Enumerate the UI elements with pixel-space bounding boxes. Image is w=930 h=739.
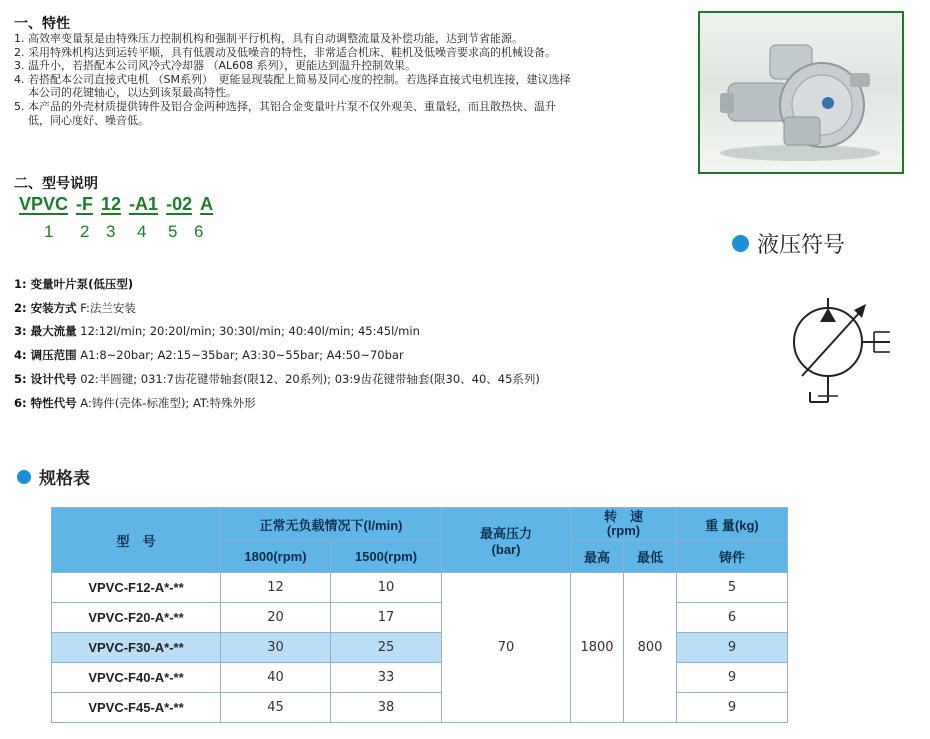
model-code-number: 5 (168, 222, 178, 241)
bullet-dot-icon (17, 470, 31, 484)
feature-text: 若搭配本公司直接式电机 （SM系列） 更能显现装配上简易及同心度的控制。若选择直接式电机连接，建议选择本公司的花键轴心，以达到该泵最高特性。 (28, 72, 571, 100)
feature-num: 3. (14, 59, 25, 73)
model-desc-key: 1: 变量叶片泵(低压型) (14, 277, 134, 291)
feature-text: 温升小，若搭配本公司风冷式冷却器 （AL608 系列），更能达到温升控制效果。 (28, 59, 417, 73)
feature-item (14, 100, 574, 127)
feature-num: 5. (14, 99, 25, 113)
model-desc-row (14, 276, 133, 292)
model-code-numbers (44, 222, 214, 242)
model-code-number: 6 (194, 222, 204, 241)
table-row (52, 573, 788, 603)
model-desc-value: 12:12l/min; 20:20l/min; 30:30l/min; 40:40l/min; 45:45l/min (80, 324, 420, 338)
product-photo (698, 11, 904, 174)
feature-text: 高效率变量泵是由特殊压力控制机构和强制平行机构，具有自动调整流量及补偿功能，达到节省能源。 (28, 32, 523, 45)
model-desc-value: A:铸件(壳体-标准型); AT:特殊外形 (80, 396, 256, 410)
hydraulic-title (732, 228, 845, 259)
pump-illustration (700, 13, 902, 172)
feature-item (14, 59, 574, 73)
feature-num: 4. (14, 72, 25, 86)
header-flow: 正常无负载情况下(l/min) (221, 508, 442, 541)
model-code-number: 3 (106, 222, 116, 241)
header-pressure: 最高压力 (bar) (442, 508, 571, 573)
model-code-number: 1 (44, 222, 54, 241)
model-desc-row (14, 395, 256, 411)
cell-speed-min: 800 (624, 573, 677, 723)
model-desc-key: 4: 调压范围 (14, 348, 77, 362)
cell-model: VPVC-F12-A*-** (52, 573, 221, 603)
cell-pressure: 70 (442, 573, 571, 723)
feature-text: 采用特殊机构达到运转平顺，具有低震动及低噪音的特性，非常适合机床、鞋机及低噪音要求高的机械设备。 (28, 45, 556, 59)
table-row-highlighted (52, 633, 788, 663)
header-model: 型 号 (52, 508, 221, 573)
features-title: 一、特性 (14, 16, 70, 32)
cell-flow-1500: 17 (331, 603, 442, 633)
spec-title-text: 规格表 (39, 469, 90, 489)
spec-table (51, 507, 788, 723)
cell-speed-max: 1800 (571, 573, 624, 723)
model-desc-row (14, 300, 136, 316)
model-code-part: -A1 (129, 194, 159, 214)
model-code-part: -02 (166, 194, 193, 214)
feature-item (14, 73, 574, 100)
feature-text: 本产品的外壳材质提供铸件及铝合金两种选择，其铝合金变量叶片泵不仅外观美、重量轻，而且散热快、温升低，同心度好、噪音低。 (28, 99, 556, 127)
feature-num: 1. (14, 32, 25, 45)
cell-model: VPVC-F40-A*-** (52, 663, 221, 693)
model-desc-row (14, 323, 420, 339)
cell-flow-1800: 40 (221, 663, 331, 693)
header-rpm1800: 1800(rpm) (221, 541, 331, 573)
model-desc-key: 3: 最大流量 (14, 324, 77, 338)
feature-item (14, 32, 574, 46)
model-title: 二、型号说明 (14, 176, 98, 192)
cell-weight: 9 (677, 633, 788, 663)
model-desc-value: 02:半圆键; 031:7齿花键带轴套(限12、20系列); 03:9齿花键带轴套(限30、40、45系列) (80, 372, 540, 386)
feature-item (14, 46, 574, 60)
table-row (52, 693, 788, 723)
cell-weight: 9 (677, 693, 788, 723)
model-desc-key: 2: 安装方式 (14, 301, 77, 315)
header-weight: 重 量(kg) (677, 508, 788, 541)
model-code-part: 12 (101, 194, 122, 214)
cell-model: VPVC-F45-A*-** (52, 693, 221, 723)
model-code (19, 194, 213, 215)
header-speed: 转 速 (rpm) (571, 508, 677, 541)
header-casting: 铸件 (677, 541, 788, 573)
hydraulic-title-text: 液压符号 (757, 233, 846, 258)
model-desc-value: F:法兰安装 (80, 301, 136, 315)
table-row (52, 663, 788, 693)
features-list (14, 32, 574, 127)
cell-flow-1500: 10 (331, 573, 442, 603)
model-desc-row (14, 371, 540, 387)
cell-model: VPVC-F30-A*-** (52, 633, 221, 663)
model-desc-key: 6: 特性代号 (14, 396, 77, 410)
model-code-part: -F (76, 194, 94, 214)
model-code-part: VPVC (19, 194, 69, 214)
table-header-row (52, 508, 788, 541)
header-speed-max: 最高 (571, 541, 624, 573)
model-code-number: 4 (137, 222, 147, 241)
cell-weight: 6 (677, 603, 788, 633)
cell-flow-1800: 20 (221, 603, 331, 633)
spec-title (17, 464, 90, 489)
hydraulic-symbol-icon (780, 292, 900, 410)
header-rpm1500: 1500(rpm) (331, 541, 442, 573)
model-code-part: A (200, 194, 214, 214)
model-desc-row (14, 347, 404, 363)
model-desc-value: A1:8~20bar; A2:15~35bar; A3:30~55bar; A4:50~70bar (80, 348, 404, 362)
header-speed-min: 最低 (624, 541, 677, 573)
cell-model: VPVC-F20-A*-** (52, 603, 221, 633)
cell-flow-1800: 45 (221, 693, 331, 723)
bullet-dot-icon (732, 235, 749, 252)
cell-weight: 5 (677, 573, 788, 603)
cell-flow-1500: 38 (331, 693, 442, 723)
cell-flow-1800: 12 (221, 573, 331, 603)
cell-flow-1800: 30 (221, 633, 331, 663)
table-row (52, 603, 788, 633)
feature-num: 2. (14, 45, 25, 59)
cell-weight: 9 (677, 663, 788, 693)
model-code-number: 2 (80, 222, 90, 241)
model-desc-key: 5: 设计代号 (14, 372, 77, 386)
cell-flow-1500: 25 (331, 633, 442, 663)
cell-flow-1500: 33 (331, 663, 442, 693)
